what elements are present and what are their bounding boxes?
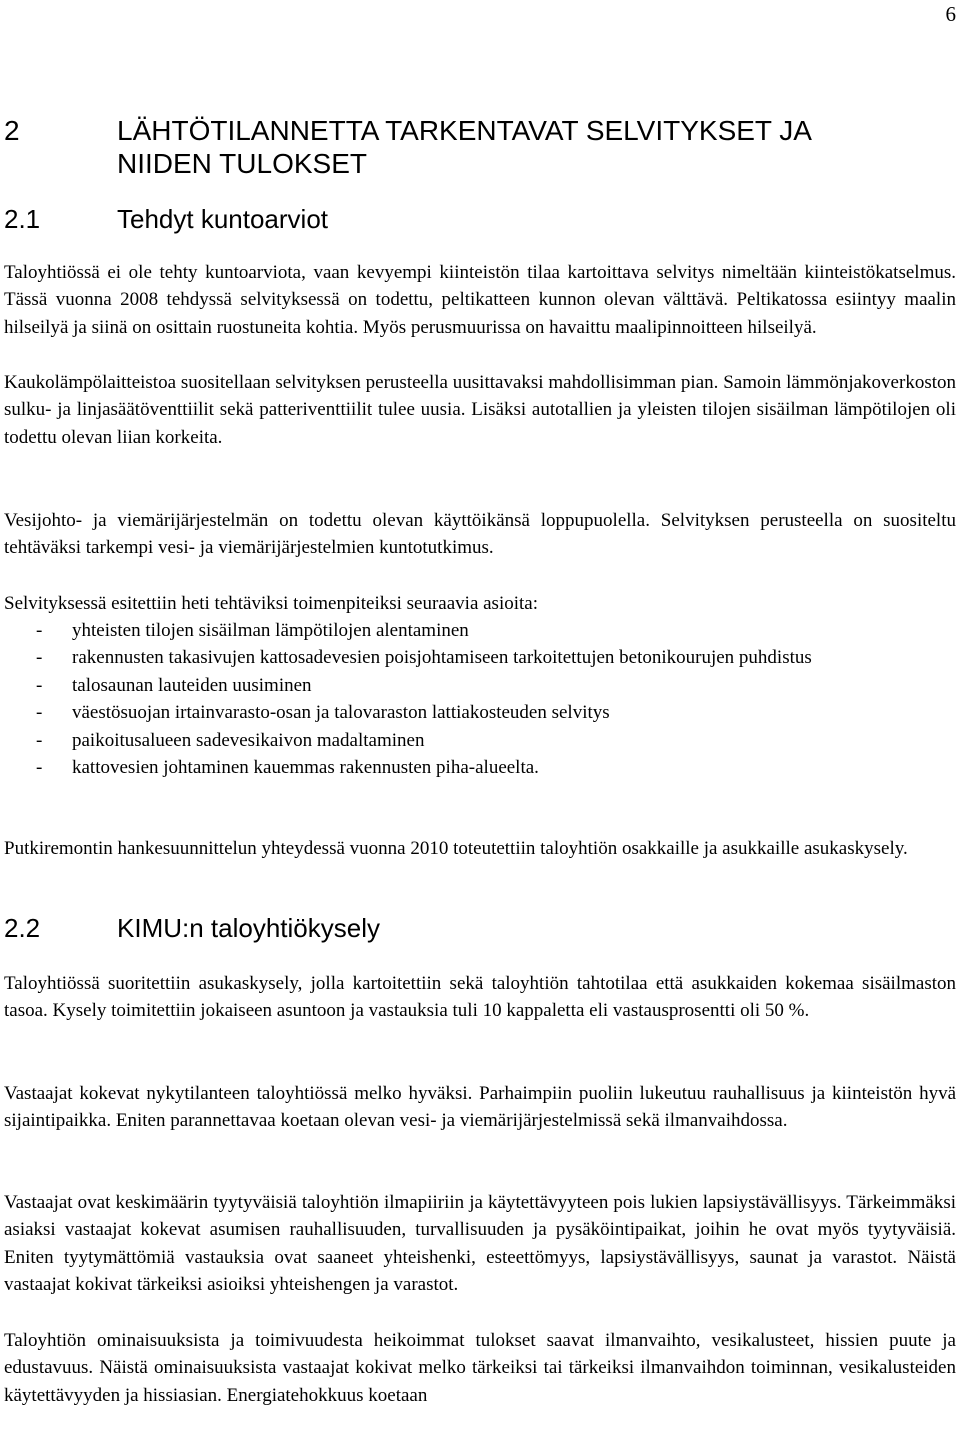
chapter-title: LÄHTÖTILANNETTA TARKENTAVAT SELVITYKSET JA NIIDEN TULOKSET: [117, 115, 811, 179]
list-item: - yhteisten tilojen sisäilman lämpötilojen alentaminen: [4, 617, 956, 644]
list-marker: -: [36, 620, 43, 641]
section-number: 2.2: [4, 913, 41, 943]
section-title: Tehdyt kuntoarviot: [117, 204, 329, 234]
list-item: - väestösuojan irtainvarasto-osan ja talovaraston lattiakosteuden selvitys: [4, 699, 956, 726]
paragraph: Putkiremontin hankesuunnittelun yhteydessä vuonna 2010 toteutettiin taloyhtiön osakkaille ja asukkaille asukaskysely.: [4, 838, 908, 859]
paragraph: Vesijohto- ja viemärijärjestelmän on todettu olevan käyttöikänsä loppupuolella. Selvityksen perusteella on suositeltu tehtäväksi tarkempi vesi- ja viemärijärjestelmien kuntotutkimus.: [4, 510, 956, 559]
section-title: KIMU:n taloyhtiökysely: [117, 913, 380, 943]
list-marker: -: [36, 757, 43, 779]
paragraph: Vastaajat kokevat nykytilanteen taloyhtiössä melko hyväksi. Parhaimpiin puoliin lukeutuu rauhallisuus ja kiinteistön hyvä sijaintipaikka. Eniten parannettavaa koetaan olevan vesi- ja viemärijärjestelmissä sekä ilmanvaihdossa.: [4, 1083, 956, 1132]
list-marker: -: [36, 729, 43, 751]
section-heading-2-1: [4, 204, 328, 234]
paragraph: Taloyhtiön ominaisuuksista ja toimivuudesta heikoimmat tulokset saavat ilmanvaihto, vesikalusteet, hissien puute ja edustavuus. Näistä ominaisuuksista vastaajat kokivat melko tärkeiksi tai tärkeiksi ilmanvaihdon toiminnan, vesikalusteiden käytettävyyden ja hissiasian. Energiatehokkuus koetaan: [4, 1330, 956, 1406]
chapter-number: 2: [4, 115, 20, 146]
paragraph: Taloyhtiössä suoritettiin asukaskysely, jolla kartoitettiin sekä taloyhtiön tahtotilaa että asukkaiden kokemaa sisäilmaston tasoa. Kysely toimitettiin jokaiseen asuntoon ja vastauksia tuli 10 kappaletta eli vastausprosentti oli 50 %.: [4, 973, 956, 1022]
measures-list: [4, 617, 956, 781]
list-item: - rakennusten takasivujen kattosadevesien poisjohtamiseen tarkoitettujen betonikourujen puhdistus: [4, 644, 956, 671]
section-heading-2-2: [4, 913, 380, 943]
list-marker: -: [36, 647, 43, 669]
paragraph: Selvityksessä esitettiin heti tehtäviksi toimenpiteiksi seuraavia asioita:: [4, 593, 539, 614]
list-marker: -: [36, 674, 43, 696]
chapter-heading: [4, 114, 954, 180]
list-marker: -: [36, 702, 43, 724]
section-number: 2.1: [4, 204, 41, 234]
paragraph: Taloyhtiössä ei ole tehty kuntoarviota, vaan kevyempi kiinteistön tilaa kartoittava selvitys nimeltään kiinteistökatselmus. Tässä vuonna 2008 tehdyssä selvityksessä on todettu, peltikatteen kunnon olevan välttävä. Peltikatossa esiintyy maalin hilseilyä ja siinä on osittain ruostuneita kohtia. Myös perusmuurissa on havaittu maalipinnoitteen hilseilyä.: [4, 262, 956, 338]
list-item: - talosaunan lauteiden uusiminen: [4, 672, 956, 699]
list-item: - paikoitusalueen sadevesikaivon madaltaminen: [4, 727, 956, 754]
page-number: 6: [945, 2, 956, 26]
list-item: - kattovesien johtaminen kauemmas rakennusten piha-alueelta.: [4, 754, 956, 781]
paragraph: Vastaajat ovat keskimäärin tyytyväisiä taloyhtiön ilmapiiriin ja käytettävyyteen pois lukien lapsiystävällisyys. Tärkeimmäksi asiaksi vastaajat kokevat asumisen rauhallisuuden, turvallisuuden ja pysäköintipaikat, joihin he ovat myös tyytyväisiä. Eniten tyytymättömiä vastauksia ovat saaneet yhteishenki, esteettömyys, lapsiystävällisyys, saunat ja varastot. Näistä vastaajat kokivat tärkeiksi asioiksi yhteishengen ja varastot.: [4, 1192, 956, 1296]
paragraph: Kaukolämpölaitteistoa suositellaan selvityksen perusteella uusittavaksi mahdollisimman pian. Samoin lämmönjakoverkoston sulku- ja linjasäätöventtiilit sekä patteriventtiilit tulee uusia. Lisäksi autotallien ja yleisten tilojen sisäilman lämpötilojen oli todettu olevan liian korkeita.: [4, 372, 956, 448]
